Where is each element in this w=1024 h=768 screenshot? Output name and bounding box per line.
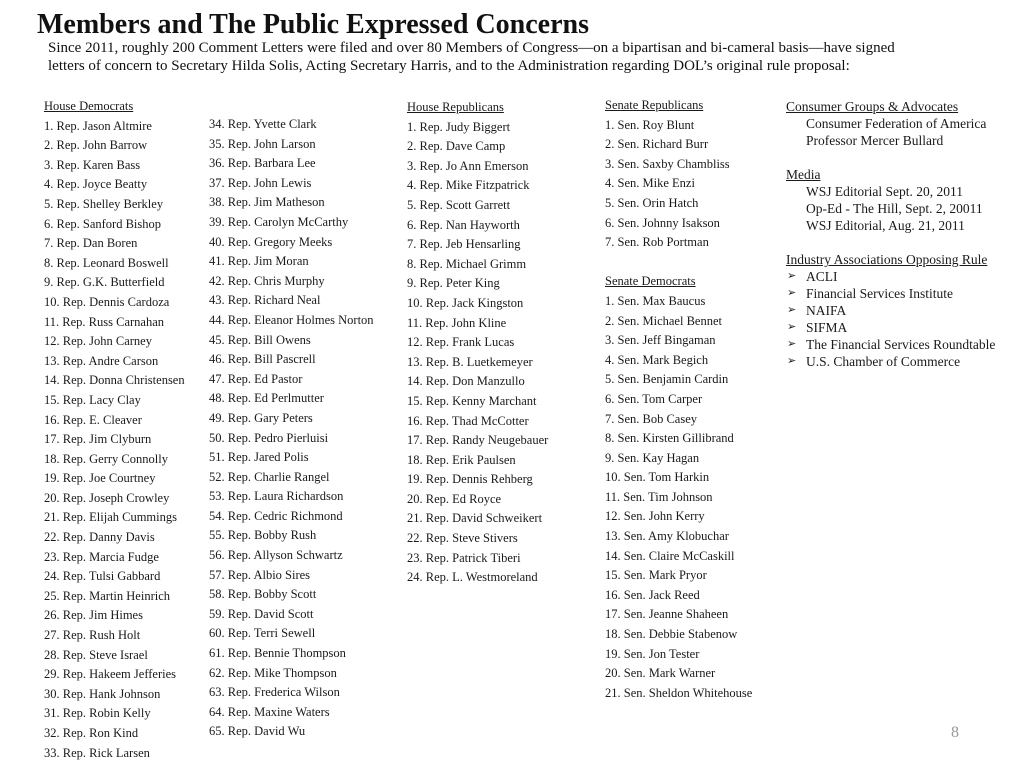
senate-democrat-item: 14. Sen. Claire McCaskill [605,548,735,563]
slide-title: Members and The Public Expressed Concerns [37,9,589,40]
house-democrat-item: 65. Rep. David Wu [209,724,306,739]
house-republican-item: 6. Rep. Nan Hayworth [407,217,520,232]
senate-democrat-item: 11. Sen. Tim Johnson [605,489,713,504]
house-republicans-column [407,98,548,588]
house-republican-item: 16. Rep. Thad McCotter [407,413,529,428]
page-number: 8 [951,724,959,741]
senate-democrat-item: 20. Sen. Mark Warner [605,666,716,681]
house-democrat-item: 15. Rep. Lacy Clay [44,392,141,407]
house-democrat-item: 29. Rep. Hakeem Jefferies [44,667,177,682]
house-democrat-item: 42. Rep. Chris Murphy [209,273,325,288]
house-democrat-item: 4. Rep. Joyce Beatty [44,177,148,192]
house-democrat-item: 54. Rep. Cedric Richmond [209,508,343,523]
house-republican-item: 12. Rep. Frank Lucas [407,335,515,350]
senate-democrats-header: Senate Democrats [605,274,696,289]
house-republican-item: 18. Rep. Erik Paulsen [407,452,516,467]
media-item: WSJ Editorial, Aug. 21, 2011 [806,218,965,233]
house-democrat-item: 20. Rep. Joseph Crowley [44,490,170,505]
industry-association-item [786,285,1016,302]
house-democrat-item: 64. Rep. Maxine Waters [209,704,330,719]
senate-republicans-header: Senate Republicans [605,98,704,112]
senate-democrat-item: 1. Sen. Max Baucus [605,293,706,308]
senate-democrat-item: 3. Sen. Jeff Bingaman [605,333,716,348]
senate-democrats-list [605,292,752,703]
house-democrat-item: 8. Rep. Leonard Boswell [44,255,169,270]
house-democrat-item: 58. Rep. Bobby Scott [209,587,317,602]
consumer-group-item: Consumer Federation of America [806,116,987,131]
senate-democrat-item: 18. Sen. Debbie Stabenow [605,627,738,642]
house-democrat-item: 51. Rep. Jared Polis [209,450,309,465]
house-republican-item: 1. Rep. Judy Biggert [407,119,511,134]
senate-democrat-item: 17. Sen. Jeanne Shaheen [605,607,729,622]
house-democrats-list-1 [44,117,185,764]
house-democrats-column-1 [44,97,185,763]
house-democrat-item: 18. Rep. Gerry Connolly [44,451,168,466]
house-democrat-item: 41. Rep. Jim Moran [209,254,309,269]
intro-paragraph: Since 2011, roughly 200 Comment Letters were filed and over 80 Members of Congress—on a bipartisan and bi-cameral basis—have signed letters of concern to Secretary Hilda Solis, Acting Secretary Harris, and to the Administration regarding DOL’s original rule proposal: [48,40,895,74]
house-democrat-item: 2. Rep. John Barrow [44,138,148,153]
house-democrats-header: House Democrats [44,99,134,113]
house-republicans-header: House Republicans [407,100,504,114]
house-democrat-item: 21. Rep. Elijah Cummings [44,510,177,525]
house-democrat-item: 7. Rep. Dan Boren [44,236,138,251]
industry-association-item [786,336,1016,353]
senate-democrat-item: 21. Sen. Sheldon Whitehouse [605,685,753,700]
arrowhead-bullet-icon: ➢ [787,304,797,316]
house-democrat-item: 55. Rep. Bobby Rush [209,528,317,543]
arrowhead-bullet-icon: ➢ [787,355,797,367]
senate-democrat-item: 2. Sen. Michael Bennet [605,313,722,328]
house-republican-item: 13. Rep. B. Luetkemeyer [407,354,533,369]
house-democrat-item: 35. Rep. John Larson [209,136,316,151]
house-democrat-item: 60. Rep. Terri Sewell [209,626,316,641]
house-democrat-item: 39. Rep. Carolyn McCarthy [209,214,349,229]
industry-association-item [786,353,1016,370]
house-democrats-list-2 [209,115,374,742]
house-republican-item: 2. Rep. Dave Camp [407,139,506,154]
house-democrat-item: 45. Rep. Bill Owens [209,332,311,347]
senate-republican-item: 1. Sen. Roy Blunt [605,117,695,132]
house-republican-item: 20. Rep. Ed Royce [407,491,502,506]
house-democrat-item: 30. Rep. Hank Johnson [44,686,161,701]
house-democrat-item: 10. Rep. Dennis Cardoza [44,294,170,309]
arrowhead-bullet-icon: ➢ [787,287,797,299]
senate-republican-item: 4. Sen. Mike Enzi [605,176,695,191]
house-republican-item: 24. Rep. L. Westmoreland [407,570,538,585]
industry-associations-list [786,268,1016,370]
house-democrat-item: 57. Rep. Albio Sires [209,567,311,582]
spacer [786,149,1016,166]
senate-democrat-item: 19. Sen. Jon Tester [605,646,700,661]
house-democrat-item: 47. Rep. Ed Pastor [209,371,303,386]
house-democrat-item: 5. Rep. Shelley Berkley [44,196,164,211]
house-democrat-item: 12. Rep. John Carney [44,334,152,349]
industry-association-item-label: The Financial Services Roundtable [806,337,996,352]
house-democrat-item: 33. Rep. Rick Larsen [44,745,150,760]
senate-democrat-item: 12. Sen. John Kerry [605,509,705,524]
house-democrat-item: 11. Rep. Russ Carnahan [44,314,165,329]
house-republicans-list [407,118,548,588]
senate-democrat-item: 4. Sen. Mark Begich [605,352,709,367]
house-democrat-item: 36. Rep. Barbara Lee [209,156,316,171]
arrowhead-bullet-icon: ➢ [787,270,797,282]
house-democrat-item: 46. Rep. Bill Pascrell [209,352,316,367]
media-header: Media [786,167,821,182]
industry-association-item-label: Financial Services Institute [806,286,953,301]
industry-association-item-label: U.S. Chamber of Commerce [806,354,961,369]
house-democrat-item: 6. Rep. Sanford Bishop [44,216,162,231]
consumer-group-item: Professor Mercer Bullard [806,133,944,148]
senate-republican-item: 3. Sen. Saxby Chambliss [605,156,730,171]
house-democrat-item: 27. Rep. Rush Holt [44,628,141,643]
senate-republican-item: 2. Sen. Richard Burr [605,137,709,152]
media-list [786,183,1016,234]
house-democrat-item: 53. Rep. Laura Richardson [209,489,344,504]
house-democrat-item: 16. Rep. E. Cleaver [44,412,142,427]
house-republican-item: 14. Rep. Don Manzullo [407,374,525,389]
consumer-groups-header: Consumer Groups & Advocates [786,99,959,114]
senate-democrat-item: 9. Sen. Kay Hagan [605,450,700,465]
senate-column [605,96,752,703]
house-democrat-item: 38. Rep. Jim Matheson [209,195,325,210]
house-democrat-item: 63. Rep. Frederica Wilson [209,685,340,700]
house-democrat-item: 17. Rep. Jim Clyburn [44,432,152,447]
house-democrat-item: 32. Rep. Ron Kind [44,726,139,740]
senate-republicans-list [605,116,752,253]
senate-democrat-item: 13. Sen. Amy Klobuchar [605,529,729,544]
house-republican-item: 10. Rep. Jack Kingston [407,295,524,310]
house-republican-item: 19. Rep. Dennis Rehberg [407,472,533,487]
senate-republican-item: 5. Sen. Orin Hatch [605,195,699,210]
house-democrat-item: 25. Rep. Martin Heinrich [44,588,171,603]
house-democrat-item: 1. Rep. Jason Altmire [44,118,152,133]
house-democrat-item: 19. Rep. Joe Courtney [44,471,156,486]
house-democrat-item: 34. Rep. Yvette Clark [209,117,317,131]
industry-association-item-label: NAIFA [806,303,847,318]
house-democrat-item: 23. Rep. Marcia Fudge [44,549,159,564]
senate-democrat-item: 10. Sen. Tom Harkin [605,470,710,485]
house-republican-item: 4. Rep. Mike Fitzpatrick [407,178,530,193]
senate-republican-item: 7. Sen. Rob Portman [605,235,709,250]
house-democrat-item: 48. Rep. Ed Perlmutter [209,391,324,406]
house-republican-item: 7. Rep. Jeb Hensarling [407,237,521,252]
house-democrat-item: 62. Rep. Mike Thompson [209,665,337,680]
arrowhead-bullet-icon: ➢ [787,338,797,350]
industry-associations-header: Industry Associations Opposing Rule [786,252,988,267]
house-republican-item: 9. Rep. Peter King [407,276,500,291]
house-democrat-item: 44. Rep. Eleanor Holmes Norton [209,312,374,327]
house-democrats-column-2 [209,115,374,742]
house-democrat-item: 13. Rep. Andre Carson [44,353,159,368]
house-republican-item: 3. Rep. Jo Ann Emerson [407,158,529,173]
industry-association-item [786,268,1016,285]
house-republican-item: 21. Rep. David Schweikert [407,511,543,526]
spacer [605,253,752,273]
arrowhead-bullet-icon: ➢ [787,321,797,333]
house-republican-item: 15. Rep. Kenny Marchant [407,393,537,408]
house-democrat-item: 43. Rep. Richard Neal [209,293,321,308]
house-democrat-item: 22. Rep. Danny Davis [44,530,155,545]
house-democrat-item: 26. Rep. Jim Himes [44,608,143,623]
house-democrat-item: 31. Rep. Robin Kelly [44,706,151,721]
industry-association-item [786,319,1016,336]
consumer-groups-list [786,115,1016,149]
house-democrat-item: 61. Rep. Bennie Thompson [209,646,346,661]
house-democrat-item: 24. Rep. Tulsi Gabbard [44,569,161,584]
house-democrat-item: 28. Rep. Steve Israel [44,647,148,662]
senate-democrat-item: 7. Sen. Bob Casey [605,411,698,426]
spacer [786,234,1016,251]
house-republican-item: 17. Rep. Randy Neugebauer [407,433,549,448]
house-republican-item: 5. Rep. Scott Garrett [407,197,511,212]
industry-association-item [786,302,1016,319]
house-democrat-item: 49. Rep. Gary Peters [209,410,313,425]
house-republican-item: 23. Rep. Patrick Tiberi [407,550,521,565]
senate-democrat-item: 16. Sen. Jack Reed [605,587,700,602]
house-democrat-item: 37. Rep. John Lewis [209,175,312,190]
industry-association-item-label: SIFMA [806,320,848,335]
senate-republican-item: 6. Sen. Johnny Isakson [605,215,720,230]
senate-democrat-item: 5. Sen. Benjamin Cardin [605,372,729,387]
senate-democrat-item: 6. Sen. Tom Carper [605,391,703,406]
media-item: WSJ Editorial Sept. 20, 2011 [806,184,963,199]
house-democrat-item: 9. Rep. G.K. Butterfield [44,275,165,290]
senate-democrat-item: 15. Sen. Mark Pryor [605,568,707,583]
side-column [786,98,1016,370]
senate-democrat-item: 8. Sen. Kirsten Gillibrand [605,431,734,446]
media-item: Op-Ed - The Hill, Sept. 2, 20011 [806,201,983,216]
house-democrat-item: 40. Rep. Gregory Meeks [209,234,333,249]
house-republican-item: 8. Rep. Michael Grimm [407,256,527,271]
industry-association-item-label: ACLI [806,269,838,284]
house-democrat-item: 59. Rep. David Scott [209,606,314,621]
house-democrat-item: 56. Rep. Allyson Schwartz [209,548,343,563]
house-republican-item: 11. Rep. John Kline [407,315,507,330]
house-democrat-item: 50. Rep. Pedro Pierluisi [209,430,329,445]
house-republican-item: 22. Rep. Steve Stivers [407,531,518,546]
house-democrat-item: 14. Rep. Donna Christensen [44,373,185,388]
house-democrat-item: 52. Rep. Charlie Rangel [209,469,330,484]
house-democrat-item: 3. Rep. Karen Bass [44,157,141,172]
